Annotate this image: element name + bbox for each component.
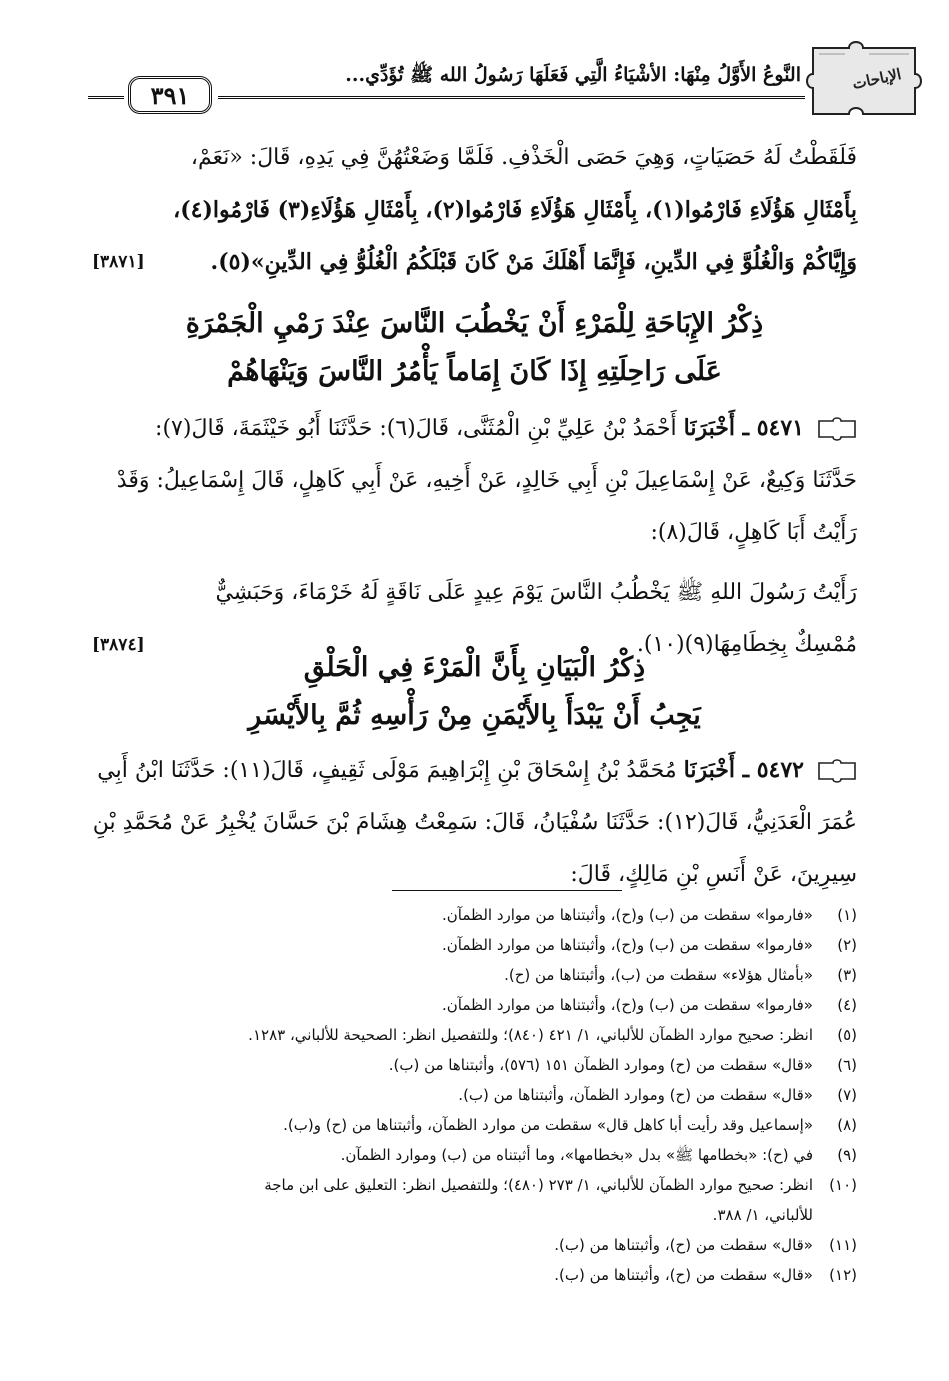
text-line: عُمَرَ الْعَدَنِيُّ، قَالَ(١٢): حَدَّثَنَا سُفْيَانُ، قَالَ: سَمِعْتُ هِشَامَ بْنَ حَسَّانَ يُخْبِرُ عَنْ مُحَمَّدِ بْنِ — [92, 810, 857, 835]
page-header — [88, 38, 923, 118]
running-head: النَّوعُ الأَوَّلُ مِنْهَا: الأشْيَاءُ الَّتِي فَعَلَهَا رَسُولُ الله ﷺ تُؤَدِّي... — [345, 64, 801, 86]
section-heading — [92, 300, 857, 396]
paragraph-continuation — [92, 132, 857, 289]
footnote-number: (٤) — [837, 996, 857, 1014]
footnote — [92, 930, 857, 960]
footnote-number: (٨) — [837, 1116, 857, 1134]
text-line: بِأَمْثَالِ هَؤُلَاءِ فَارْمُوا(١)، بِأَمْثَالِ هَؤُلَاءِ فَارْمُوا(٢)، بِأَمْثَالِ هَؤُلَاءِ(٣) فَارْمُوا(٤)، — [173, 197, 857, 223]
footnote-text: في (ح): «بخطامها ﷺ» بدل «بخطامها»، وما أثبتناه من (ب) وموارد الظمآن. — [340, 1146, 813, 1164]
footnote — [92, 1230, 857, 1260]
footnote — [92, 1080, 857, 1110]
hadith-reference: [٣٨٧٤] — [92, 635, 145, 655]
footnotes — [92, 900, 857, 1290]
header-rule-left — [88, 96, 124, 99]
footnote-text: «قال» سقطت من (ح)، وأثبتناها من (ب). — [554, 1266, 813, 1284]
footnote — [92, 990, 857, 1020]
footnote — [92, 1020, 857, 1050]
text-line: وَإِيَّاكُمْ وَالْغُلُوَّ فِي الدِّينِ، فَإِنَّمَا أَهْلَكَ مَنْ كَانَ قَبْلَكُمُ الْغُلُوُّ فِي الدِّينِ»(٥). — [210, 249, 857, 275]
text-line: مُمْسِكٌ بِخِطَامِهَا(٩)(١٠). — [636, 632, 857, 657]
heading-line: عَلَى رَاحِلَتِهِ إِذَا كَانَ إِمَاماً يَأْمُرُ النَّاسَ وَيَنْهَاهُمْ — [227, 356, 722, 387]
page-number: ٣٩١ — [150, 80, 190, 110]
footnote — [92, 1140, 857, 1170]
footnote-text: «قال» سقطت من (ح) وموارد الظمآن، وأثبتناها من (ب). — [458, 1086, 813, 1104]
footnote — [92, 960, 857, 990]
text-line: أَحْمَدُ بْنُ عَلِيِّ بْنِ الْمُثَنَّى، قَالَ(٦): حَدَّثَنَا أَبُو خَيْثَمَةَ، قَالَ(٧): — [155, 416, 677, 441]
footnote-number: (٢) — [837, 936, 857, 954]
text-line: رَأَيْتُ أَبَا كَاهِلٍ، قَالَ(٨): — [650, 520, 857, 545]
text-line: رَأَيْتُ رَسُولَ اللهِ ﷺ يَخْطُبُ النَّاسَ يَوْمَ عِيدٍ عَلَى نَاقَةٍ لَهُ خَرْمَاءَ، وَحَبَشِيٌّ — [215, 580, 857, 605]
text-line: فَلَقَطْتُ لَهُ حَصَيَاتٍ، وَهِيَ حَصَى الْخَذْفِ. فَلَمَّا وَضَعْتُهُنَّ فِي يَدِهِ، قَالَ: «نَعَمْ، — [190, 145, 857, 170]
footnote-text: «بأمثال هؤلاء» سقطت من (ب)، وأثبتناها من (ح). — [504, 966, 813, 984]
footnote-number: (٥) — [837, 1026, 857, 1044]
footnote-number: (٧) — [837, 1086, 857, 1104]
footnote-number: (٦) — [837, 1056, 857, 1074]
hadith-number: ٥٤٧٢ ـ أَخْبَرَنَا — [683, 757, 804, 783]
footnote-text: «إسماعيل وقد رأيت أبا كاهل قال» سقطت من موارد الظمآن، وأثبتناها من (ح) و(ب). — [283, 1116, 813, 1134]
footnote-number: (٩) — [837, 1146, 857, 1164]
chapter-label: الإباحات — [850, 65, 903, 93]
footnote-text: «فارموا» سقطت من (ب) و(ح)، وأثبتناها من موارد الظمآن. — [442, 936, 813, 954]
text-line: حَدَّثَنَا وَكِيعٌ، عَنْ إِسْمَاعِيلَ بْنِ أَبِي خَالِدٍ، عَنْ أَخِيهِ، عَنْ أَبِي كَاهِلٍ، قَالَ إِسْمَاعِيلُ: وَقَدْ — [116, 468, 857, 493]
footnote — [92, 900, 857, 930]
hadith-5472 — [92, 744, 857, 901]
header-rule — [218, 96, 805, 99]
footnote-number: (١) — [837, 906, 857, 924]
footnote-number: (١٢) — [829, 1266, 857, 1284]
page-number-box — [128, 76, 212, 114]
footnote-separator — [392, 890, 622, 891]
text-line-with-ref — [92, 236, 857, 289]
footnote-text: «فارموا» سقطت من (ب) و(ح)، وأثبتناها من موارد الظمآن. — [442, 996, 813, 1014]
footnote — [92, 1170, 857, 1200]
footnote-text: للألباني، ١/ ٣٨٨. — [712, 1206, 813, 1224]
footnote-number: (٣) — [837, 966, 857, 984]
footnote — [92, 1050, 857, 1080]
puzzle-marker-icon — [817, 417, 857, 441]
text-line: مُحَمَّدُ بْنُ إِسْحَاقَ بْنِ إِبْرَاهِيمَ مَوْلَى ثَقِيفٍ، قَالَ(١١): حَدَّثَنَا ابْنُ أَبِي — [97, 758, 677, 783]
text-line: سِيرِينَ، عَنْ أَنَسِ بْنِ مَالِكٍ، قَالَ: — [570, 862, 857, 887]
footnote — [92, 1260, 857, 1290]
hadith-5471 — [92, 402, 857, 671]
footnote — [92, 1110, 857, 1140]
hadith-number: ٥٤٧١ ـ أَخْبَرَنَا — [683, 415, 804, 441]
footnote-text: «قال» سقطت من (ح) وموارد الظمآن ١٥١ (٥٧٦)، وأثبتناها من (ب). — [388, 1056, 813, 1074]
hadith-reference: [٣٨٧١] — [92, 252, 145, 272]
section-heading — [92, 644, 857, 740]
footnote-text: انظر: صحيح موارد الظمآن للألباني، ١/ ٤٢١ (٨٤٠)؛ وللتفصيل انظر: الصحيحة للألباني، ١٢٨٣. — [248, 1026, 813, 1044]
text-line — [92, 744, 857, 797]
puzzle-marker-icon — [817, 759, 857, 783]
footnote-text: «قال» سقطت من (ح)، وأثبتناها من (ب). — [554, 1236, 813, 1254]
footnote-text: «فارموا» سقطت من (ب) و(ح)، وأثبتناها من موارد الظمآن. — [442, 906, 813, 924]
footnote-number: (١٠) — [829, 1176, 857, 1194]
heading-line: ذِكْرُ الْبَيَانِ بِأَنَّ الْمَرْءَ فِي الْحَلْقِ — [303, 652, 646, 683]
heading-line: ذِكْرُ الإِبَاحَةِ لِلْمَرْءِ أَنْ يَخْطُبَ النَّاسَ عِنْدَ رَمْيِ الْجَمْرَةِ — [185, 308, 764, 339]
footnote-text: انظر: صحيح موارد الظمآن للألباني، ١/ ٢٧٣ (٤٨٠)؛ وللتفصيل انظر: التعليق على ابن ماجة — [264, 1176, 813, 1194]
footnote-continuation — [92, 1200, 857, 1230]
text-line — [92, 402, 857, 455]
heading-line: يَجِبُ أَنْ يَبْدَأَ بِالأَيْمَنِ مِنْ رَأْسِهِ ثُمَّ بِالأَيْسَرِ — [248, 700, 701, 731]
footnote-number: (١١) — [829, 1236, 857, 1254]
